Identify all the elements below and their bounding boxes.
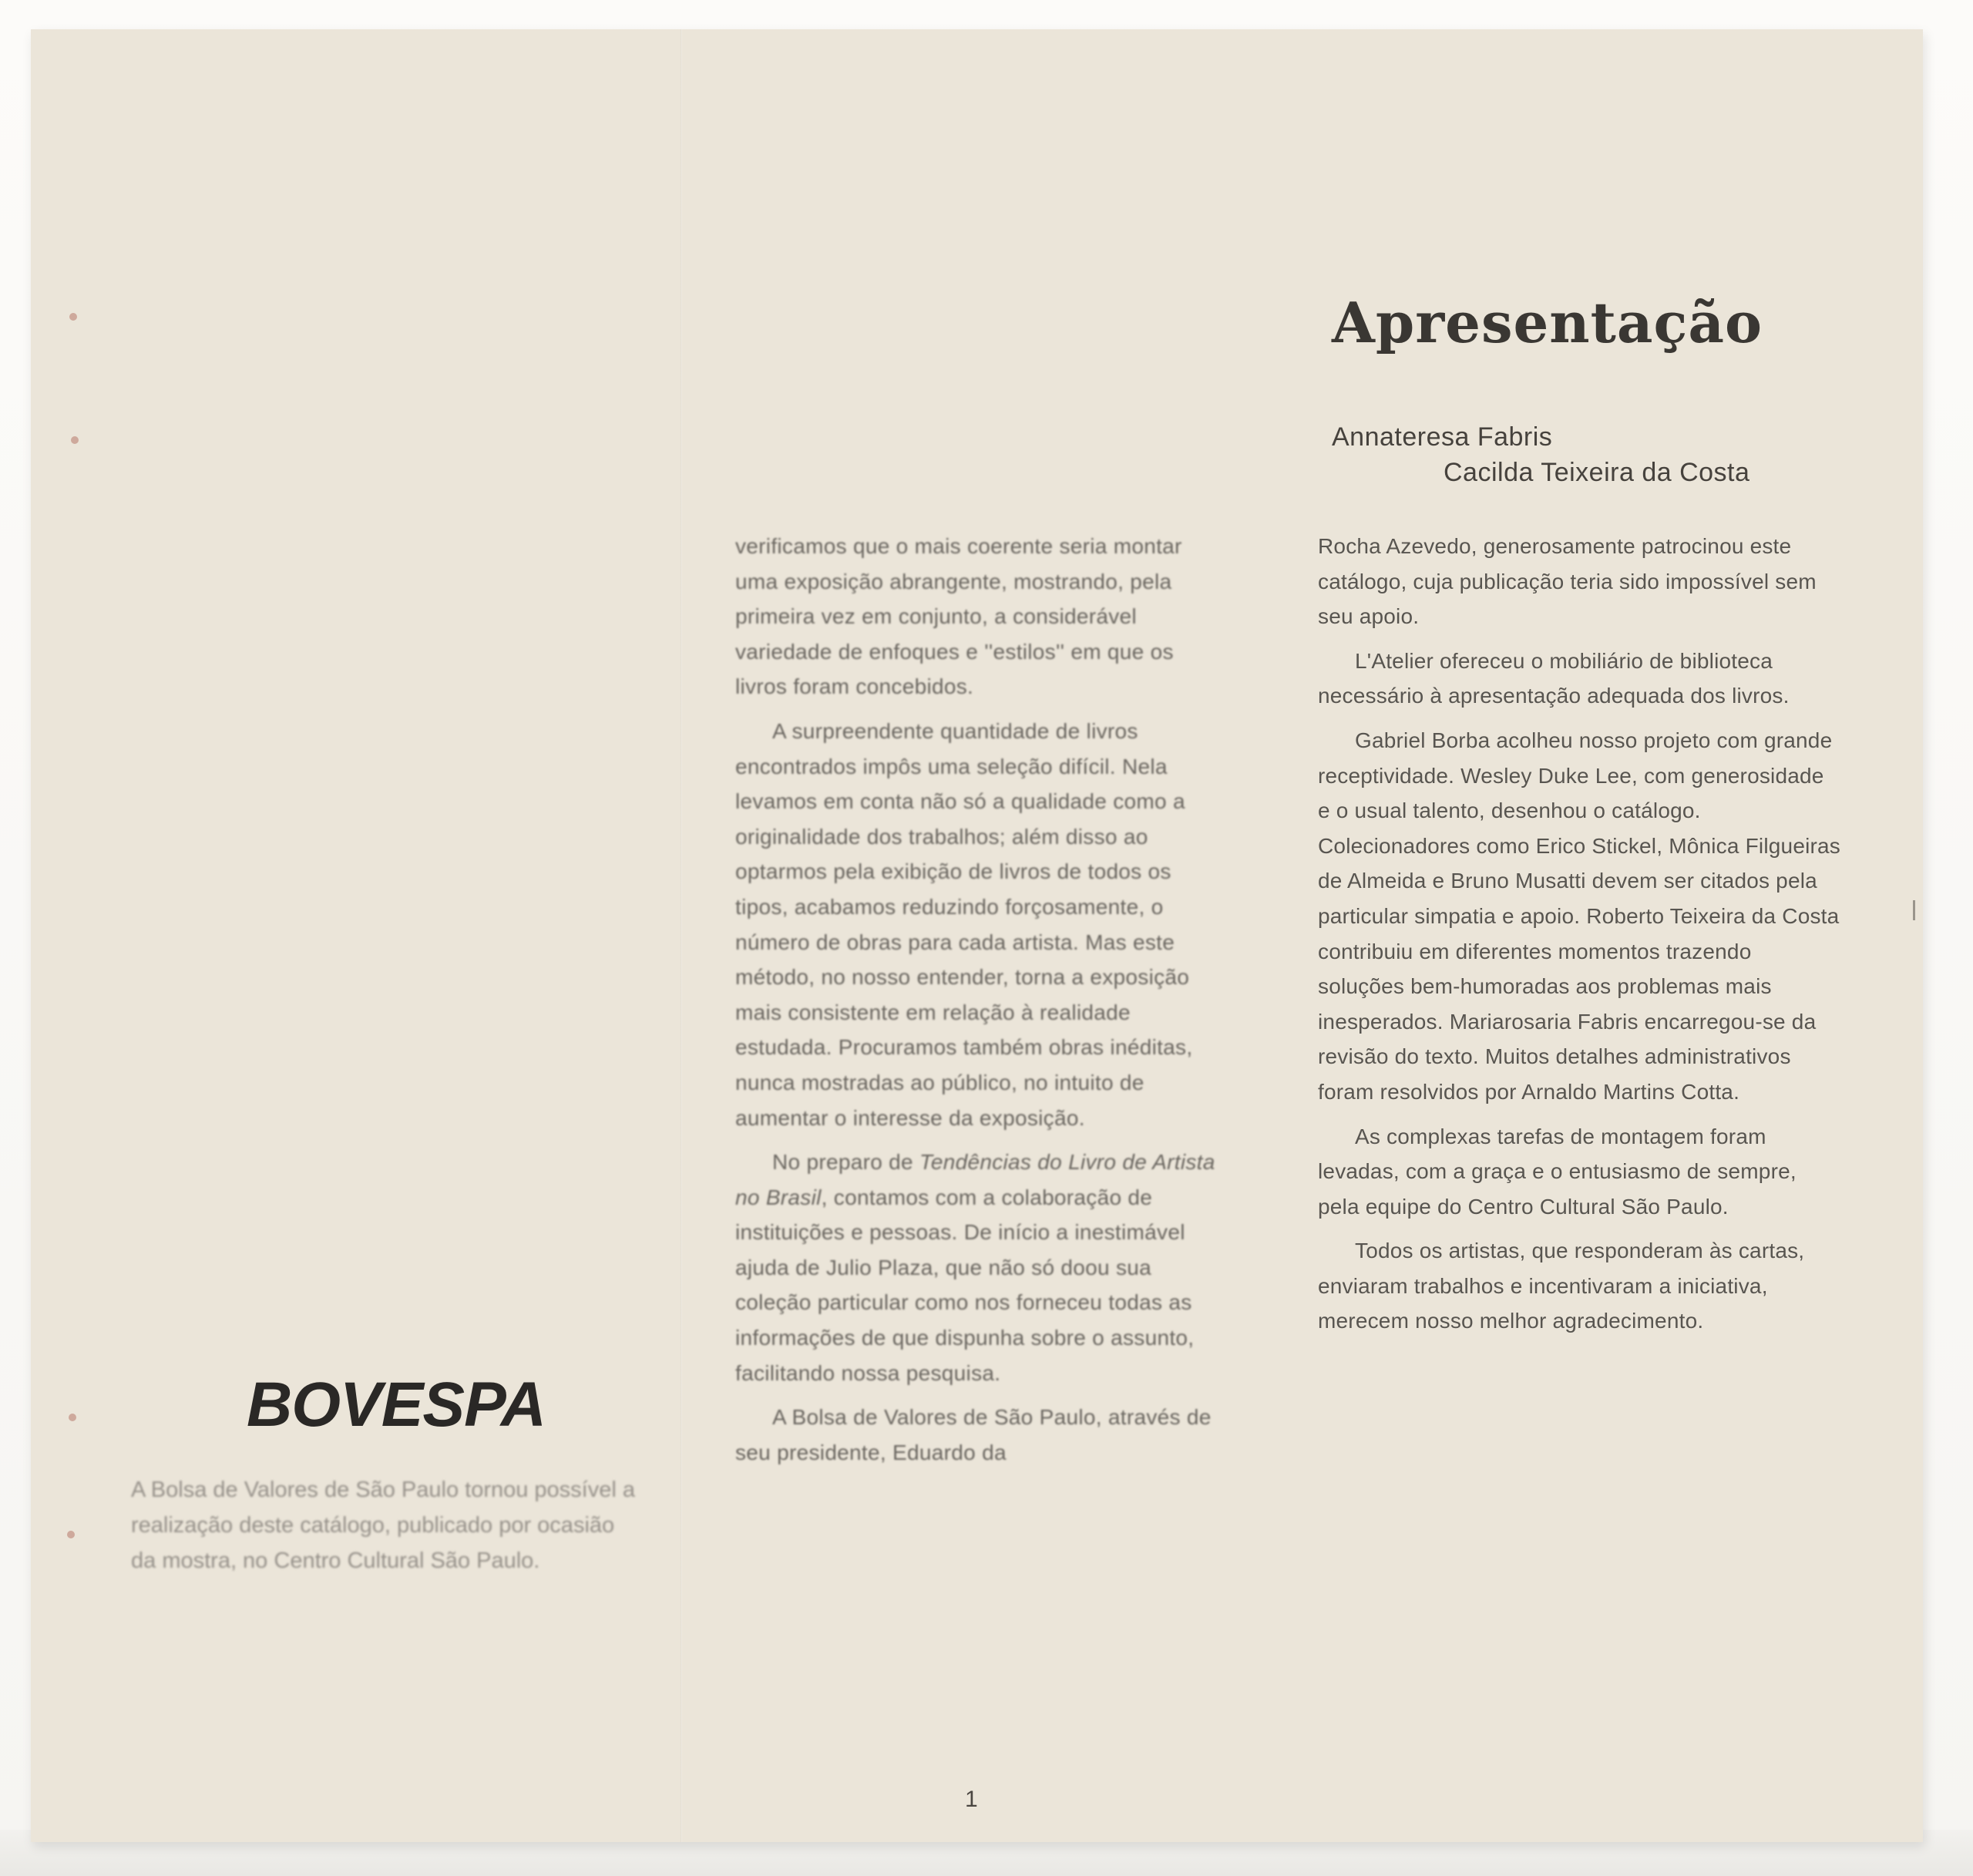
author-name: Annateresa Fabris	[1332, 422, 1553, 452]
paragraph: Todos os artistas, que responderam às cartas, enviaram trabalhos e incentivaram a iniciativa, merecem nosso melhor agradecimento.	[1318, 1239, 1805, 1333]
paragraph-text: , contamos com a colaboração de instituições e pessoas. De início a inestimável ajuda de Julio Plaza, que não só doou sua coleção particular como nos forneceu todas as informações de que dispunha sobre o assunto, facilitando nossa pesquisa.	[735, 1185, 1195, 1385]
body-column-middle	[735, 529, 1229, 1479]
catalog-page	[31, 29, 1923, 1842]
exhibition-title: Tendências do Livro de Artista no Brasil	[735, 1150, 1215, 1209]
bovespa-logo: BOVESPA	[247, 1370, 546, 1440]
page-number: 1	[965, 1787, 978, 1812]
page-fold-line	[681, 29, 682, 1842]
paragraph: L'Atelier ofereceu o mobiliário de biblioteca necessário à apresentação adequada dos livros.	[1318, 648, 1790, 708]
paper-spot	[71, 436, 79, 444]
paper-spot	[67, 1531, 75, 1538]
paragraph: verificamos que o mais coerente seria montar uma exposição abrangente, mostrando, pela primeira vez em conjunto, a considerável variedade de enfoques e ''estilos'' em que os livros foram concebidos.	[735, 534, 1182, 699]
paragraph	[735, 1145, 1229, 1390]
paper-spot	[69, 313, 77, 321]
paragraph: As complexas tarefas de montagem foram levadas, com a graça e o entusiasmo de sempre, pela equipe do Centro Cultural São Paulo.	[1318, 1124, 1797, 1219]
sponsor-note: A Bolsa de Valores de São Paulo tornou possível a realização deste catálogo, publicado por ocasião da mostra, no Centro Cultural São Paulo.	[131, 1478, 636, 1573]
paragraph: Rocha Azevedo, generosamente patrocinou este catálogo, cuja publicação teria sido impossível sem seu apoio.	[1318, 534, 1817, 629]
page-title: Apresentação	[1332, 290, 1763, 355]
paragraph: A Bolsa de Valores de São Paulo, através de seu presidente, Eduardo da	[735, 1405, 1212, 1464]
paragraph: Gabriel Borba acolheu nosso projeto com grande receptividade. Wesley Duke Lee, com generosidade e o usual talento, desenhou o catálogo. Colecionadores como Erico Stickel, Mônica Filgueiras de Almeida e Bruno Musatti devem ser citados pela particular simpatia e apoio. Roberto Teixeira da Costa contribuiu em diferentes momentos trazendo soluções bem-humoradas aos problemas mais inesperados. Mariarosaria Fabris encarregou-se da revisão do texto. Muitos detalhes administrativos foram resolvidos por Arnaldo Martins Cotta.	[1318, 728, 1841, 1104]
paper-edge-nick	[1913, 900, 1915, 920]
paragraph-text: No preparo de	[772, 1150, 913, 1175]
body-column-right	[1318, 529, 1842, 1348]
author-name: Cacilda Teixeira da Costa	[1444, 458, 1750, 487]
paper-spot	[69, 1414, 76, 1421]
paragraph: A surpreendente quantidade de livros encontrados impôs uma seleção difícil. Nela levamos em conta não só a qualidade como a originalidade dos trabalhos; além disso ao optarmos pela exibição de livros de todos os tipos, acabamos reduzindo forçosamente, o número de obras para cada artista. Mas este método, no nosso entender, torna a exposição mais consistente em relação à realidade estudada. Procuramos também obras inéditas, nunca mostradas ao público, no intuito de aumentar o interesse da exposição.	[735, 718, 1193, 1130]
